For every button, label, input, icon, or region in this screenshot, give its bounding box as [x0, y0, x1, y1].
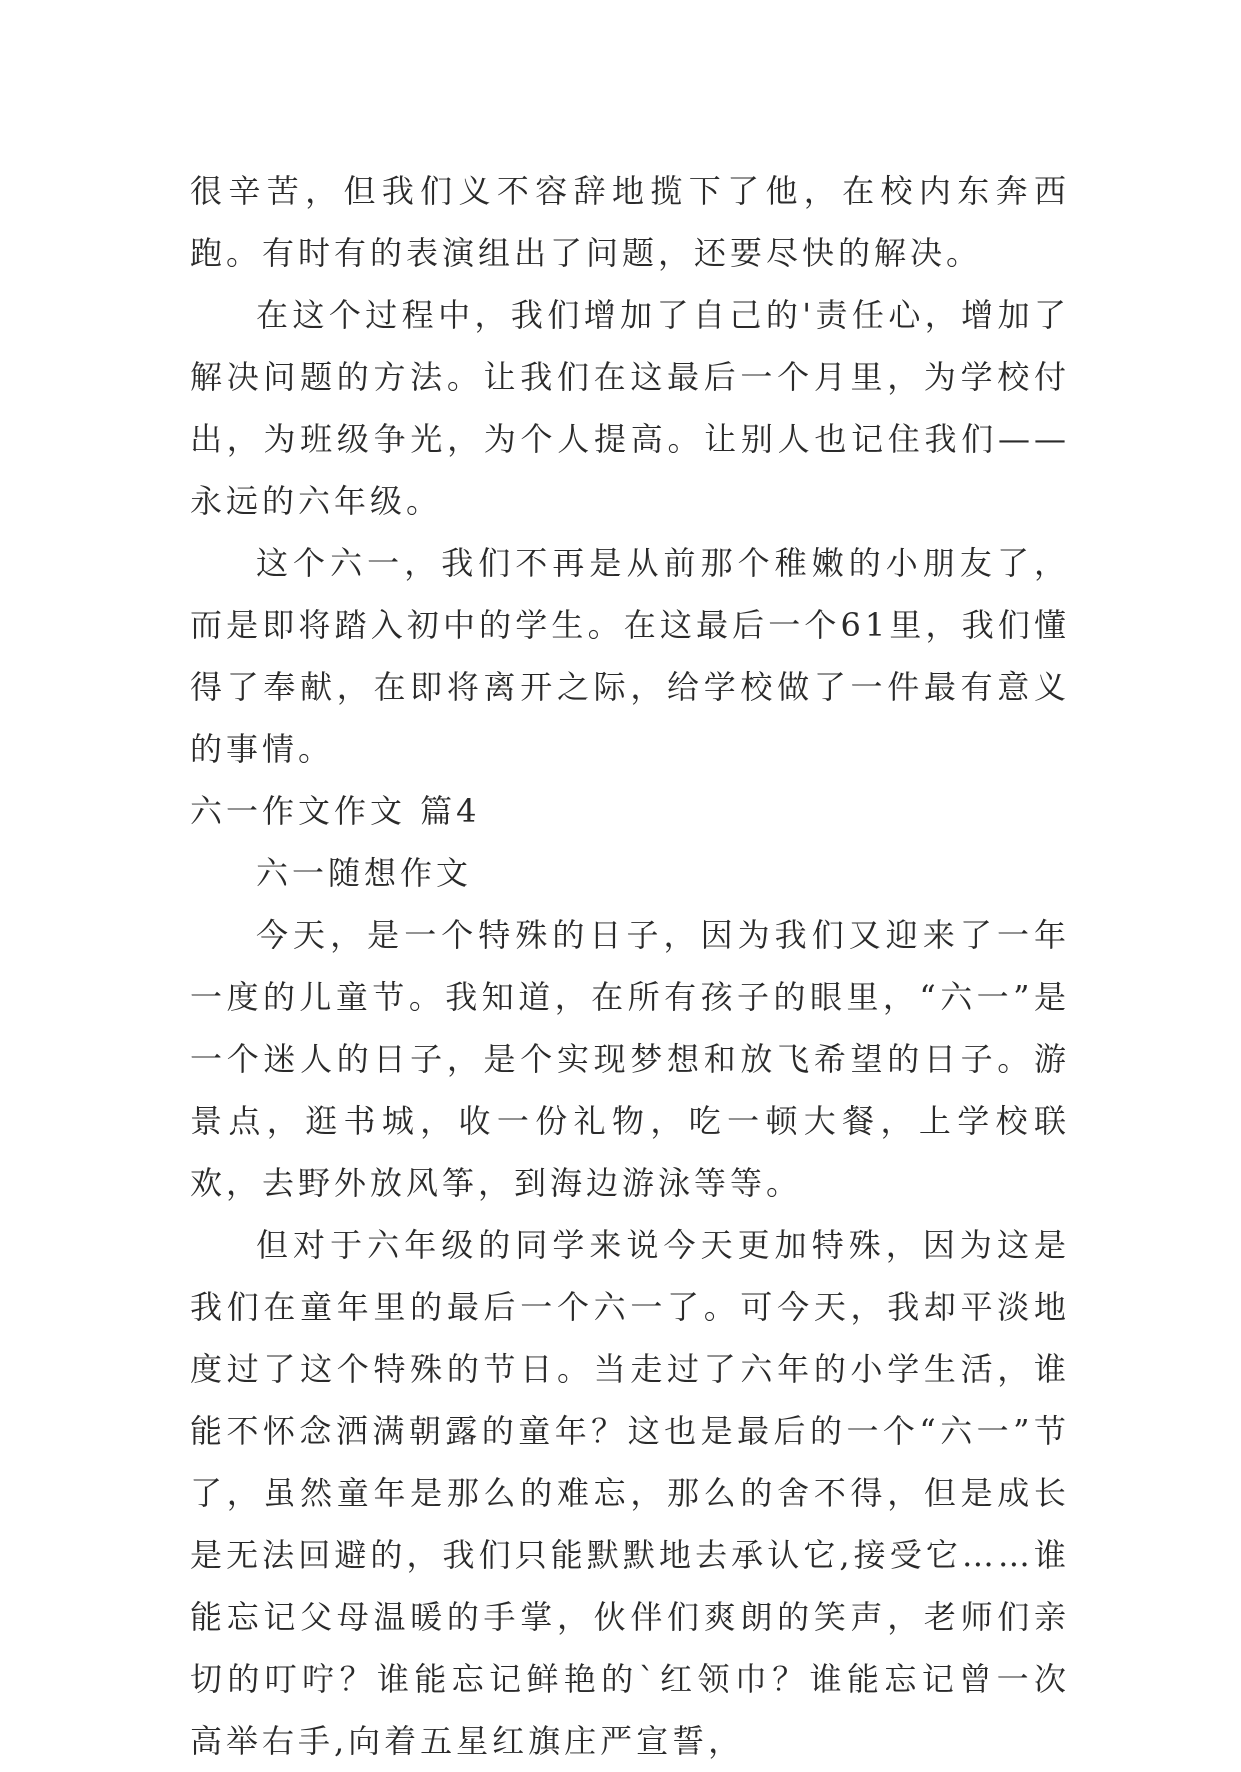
paragraph-2: 在这个过程中，我们增加了自己的'责任心，增加了解决问题的方法。让我们在这最后一个月里，为学校付出，为班级争光，为个人提高。让别人也记住我们——永远的六年级。	[190, 296, 1070, 520]
paragraph-4: 今天，是一个特殊的日子，因为我们又迎来了一年一度的儿童节。我知道，在所有孩子的眼里，“六一”是一个迷人的日子，是个实现梦想和放飞希望的日子。游景点，逛书城，收一份礼物，吃一顿大餐，上学校联欢，去野外放风筝，到海边游泳等等。	[190, 916, 1070, 1202]
paragraph-1: 很辛苦，但我们义不容辞地揽下了他，在校内东奔西跑。有时有的表演组出了问题，还要尽快的解决。	[190, 172, 1070, 272]
paragraph-3: 这个六一，我们不再是从前那个稚嫩的小朋友了，而是即将踏入初中的学生。在这最后一个61里，我们懂得了奉献，在即将离开之际，给学校做了一件最有意义的事情。	[190, 544, 1070, 768]
paragraph-5: 但对于六年级的同学来说今天更加特殊，因为这是我们在童年里的最后一个六一了。可今天，我却平淡地度过了这个特殊的节日。当走过了六年的小学生活，谁能不怀念洒满朝露的童年？这也是最后的一个“六一”节了，虽然童年是那么的难忘，那么的舍不得，但是成长是无法回避的，我们只能默默地去承认它,接受它……谁能忘记父母温暖的手掌，伙伴们爽朗的笑声，老师们亲切的叮咛？谁能忘记鲜艳的`红领巾？谁能忘记曾一次高举右手,向着五星红旗庄严宣誓，	[190, 1226, 1070, 1760]
section-heading: 六一作文作文 篇4	[190, 792, 481, 830]
document-body	[190, 160, 1070, 1772]
essay-title: 六一随想作文	[256, 854, 473, 892]
